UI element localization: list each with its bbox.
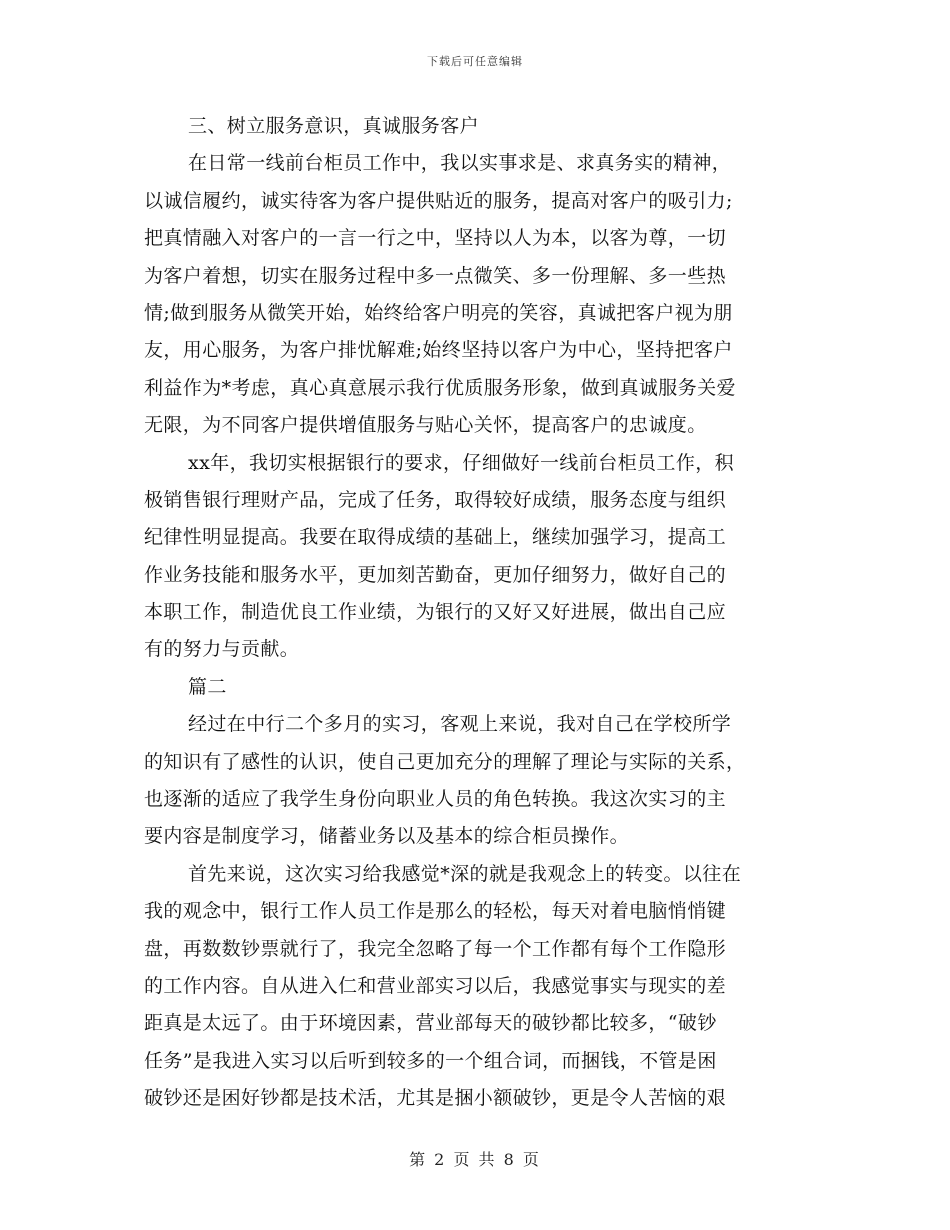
paragraph-line: 的工作内容。自从进入仁和营业部实习以后，我感觉事实与现实的差 <box>144 974 727 997</box>
paragraph-line: 距真是太远了。由于环境因素，营业部每天的破钞都比较多，“破钞 <box>144 1012 717 1035</box>
paragraph-first-line: 三、树立服务意识，真诚服务客户 <box>188 115 480 137</box>
document-body <box>144 108 808 1118</box>
paragraph-line: 也逐渐的适应了我学生身份向职业人员的角色转换。我这次实习的主 <box>144 788 727 811</box>
paragraph-line: 极销售银行理财产品，完成了任务，取得较好成绩，服务态度与组织 <box>144 488 727 511</box>
paragraph-line: 本职工作，制造优良工作业绩，为银行的又好又好进展，做出自己应 <box>144 601 727 624</box>
paragraph-line: 有的努力与贡献。 <box>144 638 300 661</box>
paragraph-first-line: 篇二 <box>188 675 227 698</box>
paragraph-first-line: 在日常一线前台柜员工作中，我以实事求是、求真务实的精神， <box>188 152 732 175</box>
paragraph-line: 把真情融入对客户的一言一行之中，坚持以人为本，以客为尊，一切 <box>144 227 727 250</box>
paragraph-line: 无限，为不同客户提供增值服务与贴心关怀，提高客户的忠诚度。 <box>144 414 707 437</box>
paragraph-first-line: 首先来说，这次实习给我感觉*深的就是我观念上的转变。以往在 <box>188 862 742 885</box>
header-note: 下载后可任意编辑 <box>427 55 523 68</box>
paragraph-line: 我的观念中，银行工作人员工作是那么的轻松，每天对着电脑悄悄键 <box>144 900 727 923</box>
paragraph-line: 的知识有了感性的认识，使自己更加充分的理解了理论与实际的关系， <box>144 750 746 773</box>
page-number: 第 2 页 共 8 页 <box>409 1150 541 1169</box>
paragraph-line: 任务”是我进入实习以后听到较多的一个组合词，而捆钱，不管是困 <box>144 1049 717 1072</box>
paragraph-first-line: 经过在中行二个多月的实习，客观上来说，我对自己在学校所学 <box>188 713 732 736</box>
paragraph-line: 要内容是制度学习，储蓄业务以及基本的综合柜员操作。 <box>144 825 630 848</box>
paragraph-line: 破钞还是困好钞都是技术活，尤其是捆小额破钞，更是令人苦恼的艰 <box>144 1087 727 1110</box>
paragraph-line: 情;做到服务从微笑开始，始终给客户明亮的笑容，真诚把客户视为朋 <box>144 301 733 324</box>
paragraph-line: 利益作为*考虑，真心真意展示我行优质服务形象，做到真诚服务关爱 <box>144 376 736 399</box>
paragraph-line: 为客户着想，切实在服务过程中多一点微笑、多一份理解、多一些热 <box>144 264 727 287</box>
paragraph-line: 友，用心服务，为客户排忧解难;始终坚持以客户为中心，坚持把客户 <box>144 339 733 362</box>
paragraph-line: 盘，再数数钞票就行了，我完全忽略了每一个工作都有每个工作隐形 <box>144 937 727 960</box>
paragraph-line: 纪律性明显提高。我要在取得成绩的基础上，继续加强学习，提高工 <box>144 526 727 549</box>
paragraph-first-line: xx年，我切实根据银行的要求，仔细做好一线前台柜员工作，积 <box>188 451 735 474</box>
paragraph-line: 作业务技能和服务水平，更加刻苦勤奋，更加仔细努力，做好自己的 <box>144 563 727 586</box>
paragraph-line: 以诚信履约，诚实待客为客户提供贴近的服务，提高对客户的吸引力; <box>144 189 733 212</box>
